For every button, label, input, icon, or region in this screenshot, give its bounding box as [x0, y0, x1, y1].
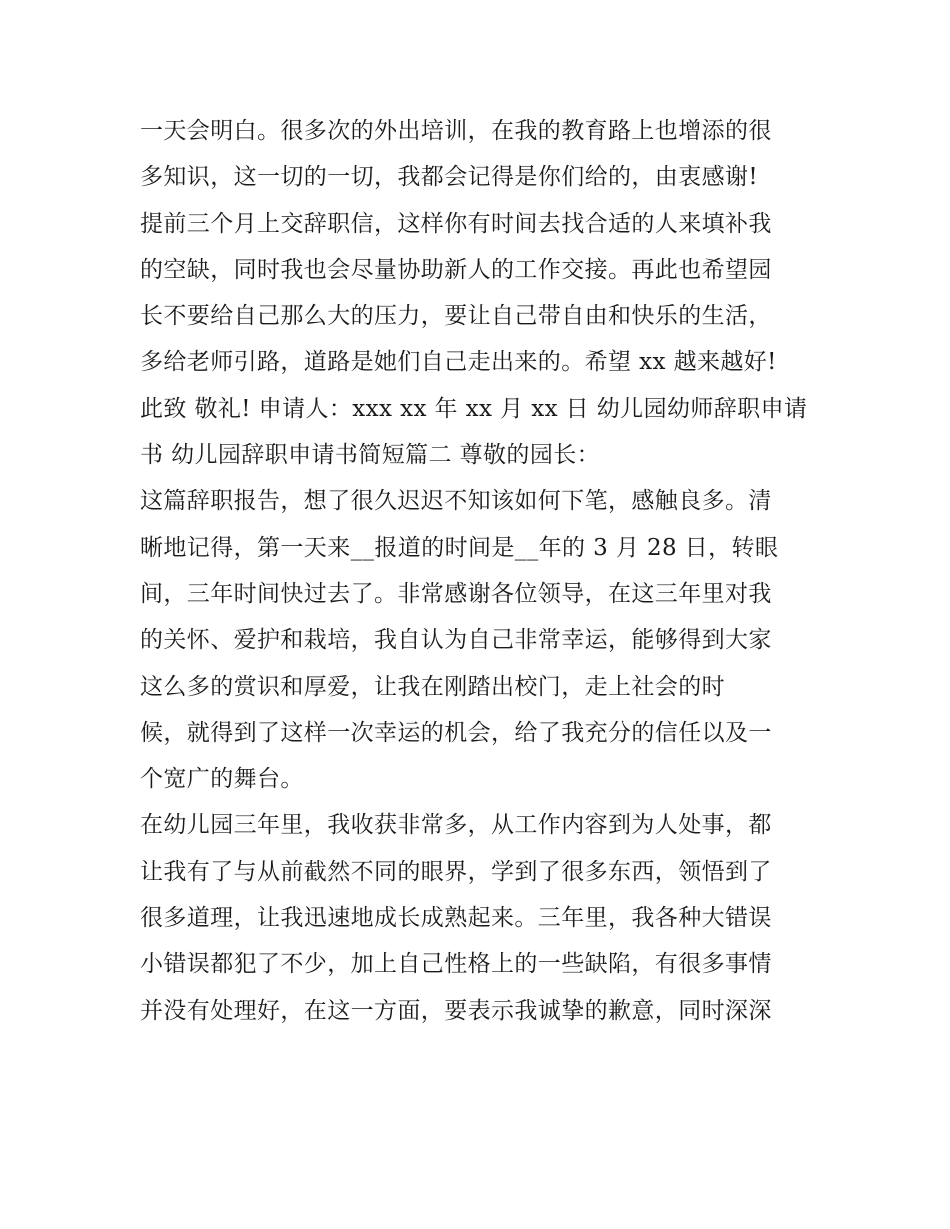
text-line-6: 多给老师引路，道路是她们自己走出来的。希望 xx 越来越好! [140, 349, 777, 376]
text-line-18: 很多道理，让我迅速地成长成熟起来。三年里，我各种大错误 [140, 905, 772, 932]
text-line-8: 书 幼儿园辞职申请书简短篇二 尊敬的园长： [140, 442, 601, 469]
text-line-11: 间，三年时间快过去了。非常感谢各位领导，在这三年里对我 [140, 580, 772, 607]
text-line-15: 个宽广的舞台。 [140, 766, 304, 793]
text-line-3: 提前三个月上交辞职信，这样你有时间去找合适的人来填补我 [140, 210, 772, 237]
text-line-9: 这篇辞职报告，想了很久迟迟不知该如何下笔，感触良多。清 [140, 488, 772, 515]
text-line-1: 一天会明白。很多次的外出培训，在我的教育路上也增添的很 [140, 118, 772, 144]
text-line-17: 让我有了与从前截然不同的眼界，学到了很多东西，领悟到了 [140, 858, 772, 885]
text-line-16: 在幼儿园三年里，我收获非常多，从工作内容到为人处事，都 [140, 812, 772, 839]
text-line-13: 这么多的赏识和厚爱，让我在刚踏出校门，走上社会的时 [140, 673, 725, 700]
text-line-10: 晰地记得，第一天来__报道的时间是__年的 3 月 28 日，转眼 [140, 534, 779, 561]
text-line-12: 的关怀、爱护和栽培，我自认为自己非常幸运，能够得到大家 [140, 627, 772, 654]
text-line-2: 多知识，这一切的一切，我都会记得是你们给的，由衷感谢! [140, 164, 759, 191]
text-line-19: 小错误都犯了不少，加上自己性格上的一些缺陷，有很多事情 [140, 951, 772, 978]
text-line-20: 并没有处理好，在这一方面，要表示我诚挚的歉意，同时深深 [140, 997, 772, 1024]
text-line-14: 候，就得到了这样一次幸运的机会，给了我充分的信任以及一 [140, 719, 772, 746]
document-body [140, 108, 820, 1034]
text-line-5: 长不要给自己那么大的压力，要让自己带自由和快乐的生活， [140, 303, 772, 330]
text-line-7: 此致 敬礼! 申请人：xxx xx 年 xx 月 xx 日 幼儿园幼师辞职申请 [140, 395, 808, 422]
text-line-4: 的空缺，同时我也会尽量协助新人的工作交接。再此也希望园 [140, 256, 772, 283]
